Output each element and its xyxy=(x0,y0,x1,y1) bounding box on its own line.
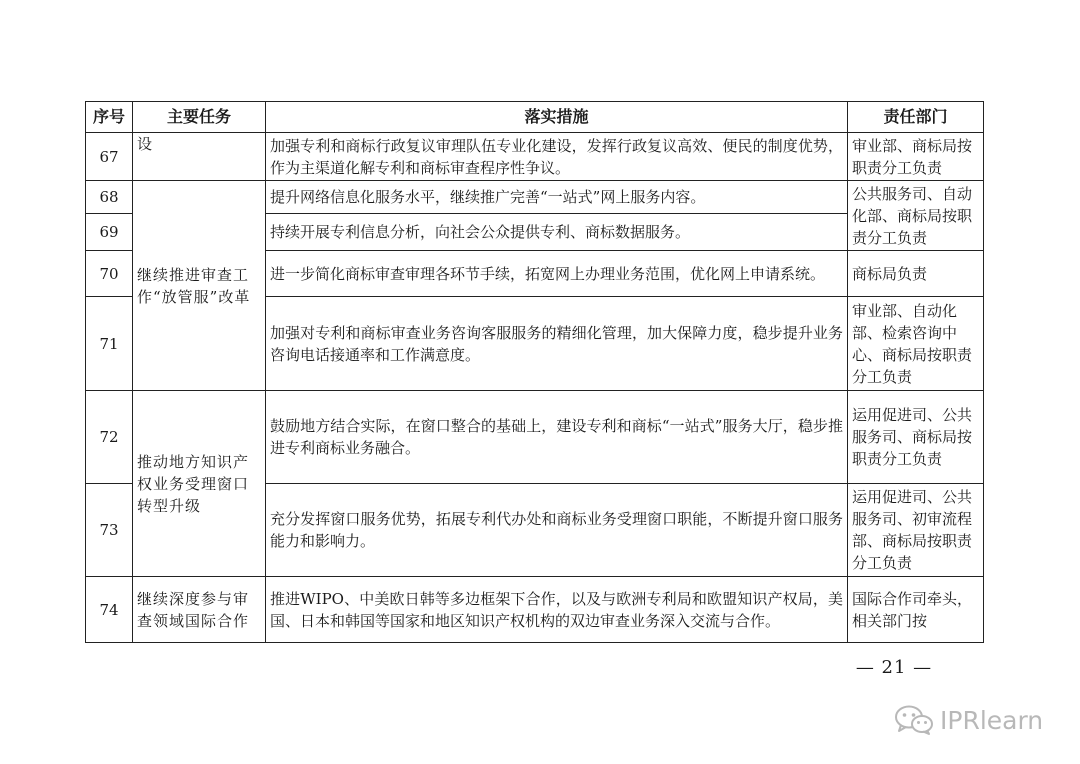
header-measures: 落实措施 xyxy=(266,102,848,133)
main-task-cell: 推动地方知识产权业务受理窗口转型升级 xyxy=(133,391,266,577)
row-number: 74 xyxy=(86,577,133,643)
department-cell: 审业部、自动化部、检索咨询中心、商标局按职责分工负责 xyxy=(848,297,984,391)
department-cell: 运用促进司、公共服务司、商标局按职责分工负责 xyxy=(848,391,984,484)
row-number: 71 xyxy=(86,297,133,391)
table-row xyxy=(86,133,984,181)
header-main-task: 主要任务 xyxy=(133,102,266,133)
page-number: — 21 — xyxy=(855,657,933,678)
main-task-cell: 继续推进审查工作“放管服”改革 xyxy=(133,181,266,391)
measure-cell: 加强对专利和商标审查业务咨询客服服务的精细化管理，加大保障力度，稳步提升业务咨询电话接通率和工作满意度。 xyxy=(266,297,848,391)
department-cell: 国际合作司牵头，相关部门按 xyxy=(848,577,984,643)
department-cell: 运用促进司、公共服务司、初审流程部、商标局按职责分工负责 xyxy=(848,484,984,577)
watermark-text: IPRlearn xyxy=(940,705,1044,735)
main-task-cell: 继续深度参与审查领域国际合作 xyxy=(133,577,266,643)
header-number: 序号 xyxy=(86,102,133,133)
measure-cell: 提升网络信息化服务水平，继续推广完善“一站式”网上服务内容。 xyxy=(266,181,848,214)
department-cell: 公共服务司、自动化部、商标局按职责分工负责 xyxy=(848,181,984,251)
watermark xyxy=(894,704,1043,736)
row-number: 72 xyxy=(86,391,133,484)
table-header-row xyxy=(86,102,984,133)
row-number: 68 xyxy=(86,181,133,214)
task-table xyxy=(85,101,984,643)
main-task-cell: 设 xyxy=(133,133,266,181)
measure-cell: 持续开展专利信息分析，向社会公众提供专利、商标数据服务。 xyxy=(266,214,848,251)
wechat-icon xyxy=(894,704,934,736)
table-row xyxy=(86,181,984,214)
header-department: 责任部门 xyxy=(848,102,984,133)
table-row xyxy=(86,577,984,643)
row-number: 73 xyxy=(86,484,133,577)
department-cell: 商标局负责 xyxy=(848,251,984,297)
measure-cell: 进一步简化商标审查审理各环节手续，拓宽网上办理业务范围，优化网上申请系统。 xyxy=(266,251,848,297)
row-number: 67 xyxy=(86,133,133,181)
measure-cell: 推进WIPO、中美欧日韩等多边框架下合作，以及与欧洲专利局和欧盟知识产权局，美国、日本和韩国等国家和地区知识产权机构的双边审查业务深入交流与合作。 xyxy=(266,577,848,643)
measure-cell: 加强专利和商标行政复议审理队伍专业化建设，发挥行政复议高效、便民的制度优势，作为主渠道化解专利和商标审查程序性争议。 xyxy=(266,133,848,181)
row-number: 69 xyxy=(86,214,133,251)
measure-cell: 充分发挥窗口服务优势，拓展专利代办处和商标业务受理窗口职能，不断提升窗口服务能力和影响力。 xyxy=(266,484,848,577)
row-number: 70 xyxy=(86,251,133,297)
measure-cell: 鼓励地方结合实际，在窗口整合的基础上，建设专利和商标“一站式”服务大厅，稳步推进专利商标业务融合。 xyxy=(266,391,848,484)
table-row xyxy=(86,391,984,484)
department-cell: 审业部、商标局按职责分工负责 xyxy=(848,133,984,181)
